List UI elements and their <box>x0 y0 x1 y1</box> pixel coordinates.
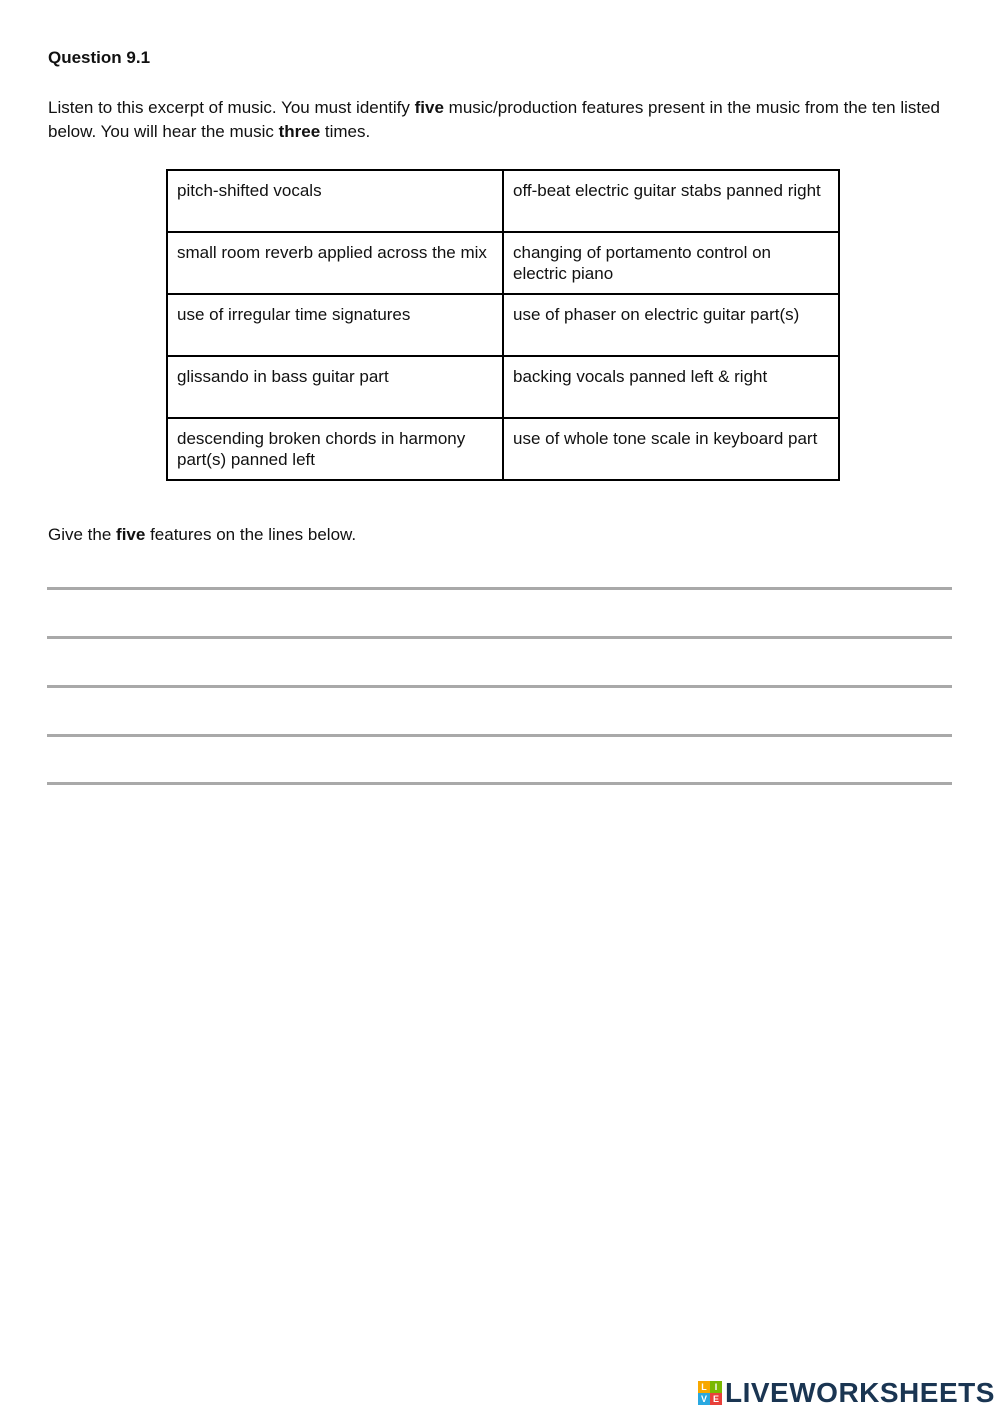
logo-mark-tile: I <box>710 1381 722 1393</box>
intro-part-1: Listen to this excerpt of music. You must identify <box>48 98 415 117</box>
table-row <box>167 232 839 294</box>
logo-mark-tile: E <box>710 1393 722 1405</box>
answer-line-2[interactable] <box>47 636 952 639</box>
table-row <box>167 294 839 356</box>
feature-cell: descending broken chords in harmony part(s) panned left <box>167 418 503 480</box>
logo-mark-icon <box>698 1381 722 1405</box>
intro-part-2: music/production features present in the music from the ten listed below. You will hear the music <box>48 98 941 141</box>
feature-cell: small room reverb applied across the mix <box>167 232 503 294</box>
feature-cell: glissando in bass guitar part <box>167 356 503 418</box>
feature-cell: backing vocals panned left & right <box>503 356 839 418</box>
feature-cell: use of irregular time signatures <box>167 294 503 356</box>
logo-text: LIVEWORKSHEETS <box>725 1377 995 1408</box>
features-table <box>166 169 840 481</box>
feature-cell: use of whole tone scale in keyboard part <box>503 418 839 480</box>
instruction-bold-five: five <box>116 525 146 544</box>
table-row <box>167 356 839 418</box>
feature-cell: changing of portamento control on electric piano <box>503 232 839 294</box>
intro-text <box>48 96 953 144</box>
intro-bold-five: five <box>414 98 444 117</box>
logo-mark-tile: V <box>698 1393 710 1405</box>
feature-cell: off-beat electric guitar stabs panned right <box>503 170 839 232</box>
logo-mark-tile: L <box>698 1381 710 1393</box>
intro-bold-three: three <box>278 122 321 141</box>
table-row <box>167 170 839 232</box>
answer-line-4[interactable] <box>47 734 952 737</box>
answer-line-1[interactable] <box>47 587 952 590</box>
instruction-part-2: features on the lines below. <box>145 525 357 544</box>
instruction-text <box>48 525 356 545</box>
liveworksheets-logo <box>698 1377 995 1409</box>
answer-line-3[interactable] <box>47 685 952 688</box>
table-row <box>167 418 839 480</box>
feature-cell: pitch-shifted vocals <box>167 170 503 232</box>
intro-part-3: times. <box>320 122 371 141</box>
question-title: Question 9.1 <box>48 48 151 67</box>
feature-cell: use of phaser on electric guitar part(s) <box>503 294 839 356</box>
instruction-part-1: Give the <box>48 525 117 544</box>
answer-line-5[interactable] <box>47 782 952 785</box>
